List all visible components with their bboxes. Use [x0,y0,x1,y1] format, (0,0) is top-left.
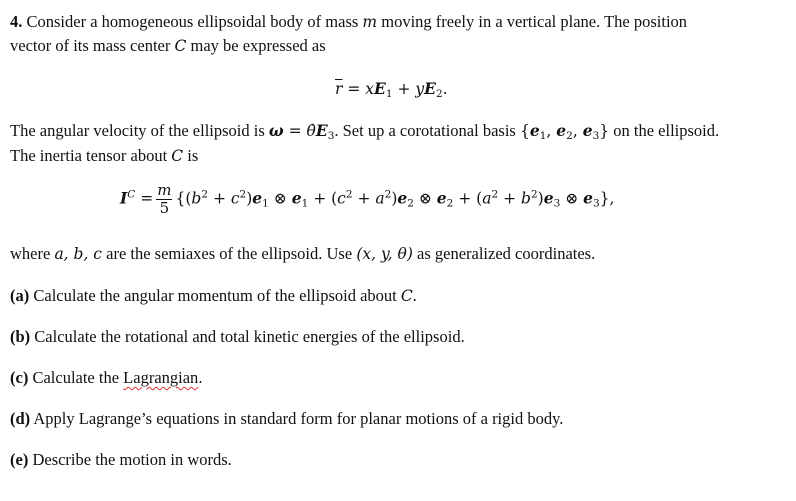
position-equation: $\overline{r} = xE_1 + yE_2$. [335,79,448,100]
intro-line-1 [10,12,687,32]
part-c [10,368,202,388]
inertia-intro-line [10,146,198,166]
semiaxes-vars: a, b, c [54,245,102,263]
part-a-text: Calculate the angular momentum of the ellipsoid about [33,286,397,305]
intro-line-2 [10,36,326,56]
part-b-label: (b) [10,327,31,346]
semiaxes-line [10,244,595,264]
part-e-label: (e) [10,450,29,469]
inertia-intro-text: The inertia tensor about [10,146,168,165]
part-e-text: Describe the motion in words. [32,450,232,469]
angular-text-1c: on the ellipsoid. [613,121,720,140]
symbol-C-3: C. [400,287,418,305]
intro-text-1: Consider a homogeneous ellipsoidal body of mass [26,12,359,31]
intro-text-1b: moving freely in a vertical plane. The position [381,12,688,31]
symbol-C: C [174,37,187,55]
part-a [10,286,417,306]
semiaxes-text-3: as generalized coordinates. [417,244,596,263]
part-d-label: (d) [10,409,31,428]
angular-text-1b: . Set up a corotational basis [334,121,516,140]
part-c-text: Calculate the [32,368,120,387]
semiaxes-text-2: are the semiaxes of the ellipsoid. Use [106,244,353,263]
symbol-C-2: C [171,147,184,165]
part-b [10,327,465,347]
omega-expression: $\omega = \thetȧE_3$ [268,121,335,142]
part-c-label: (c) [10,368,29,387]
problem-number: 4. [10,12,23,31]
intro-text-2: vector of its mass center [10,36,171,55]
angular-velocity-line [10,121,719,142]
generalized-coordinates: (x, y, θ) [356,245,413,263]
inertia-equation: $I^C$ = $\frac{m}{5}$ {$(b^2 + c^2)e_1$ ⊗ $e_1 + (c^2 + a^2)e_2$ ⊗ $e_2 + (a^2 + b^2)e_3$ ⊗ $e_3$}, [120,181,615,217]
part-d [10,409,563,429]
inertia-intro-text-b: is [187,146,199,165]
part-c-end: . [198,368,203,387]
angular-text-1: The angular velocity of the ellipsoid is [10,121,265,140]
part-d-text: Apply Lagrange’s equations in standard form for planar motions of a rigid body. [33,409,564,428]
part-a-label: (a) [10,286,30,305]
symbol-m: m [362,13,378,31]
basis-set: {$e_1$, $e_2$, $e_3$} [519,121,610,142]
intro-text-2b: may be expressed as [190,36,326,55]
spellcheck-flagged-word[interactable]: Lagrangian [123,368,199,387]
part-b-text: Calculate the rotational and total kinetic energies of the ellipsoid. [34,327,465,346]
part-e [10,450,232,470]
semiaxes-text-1: where [10,244,51,263]
